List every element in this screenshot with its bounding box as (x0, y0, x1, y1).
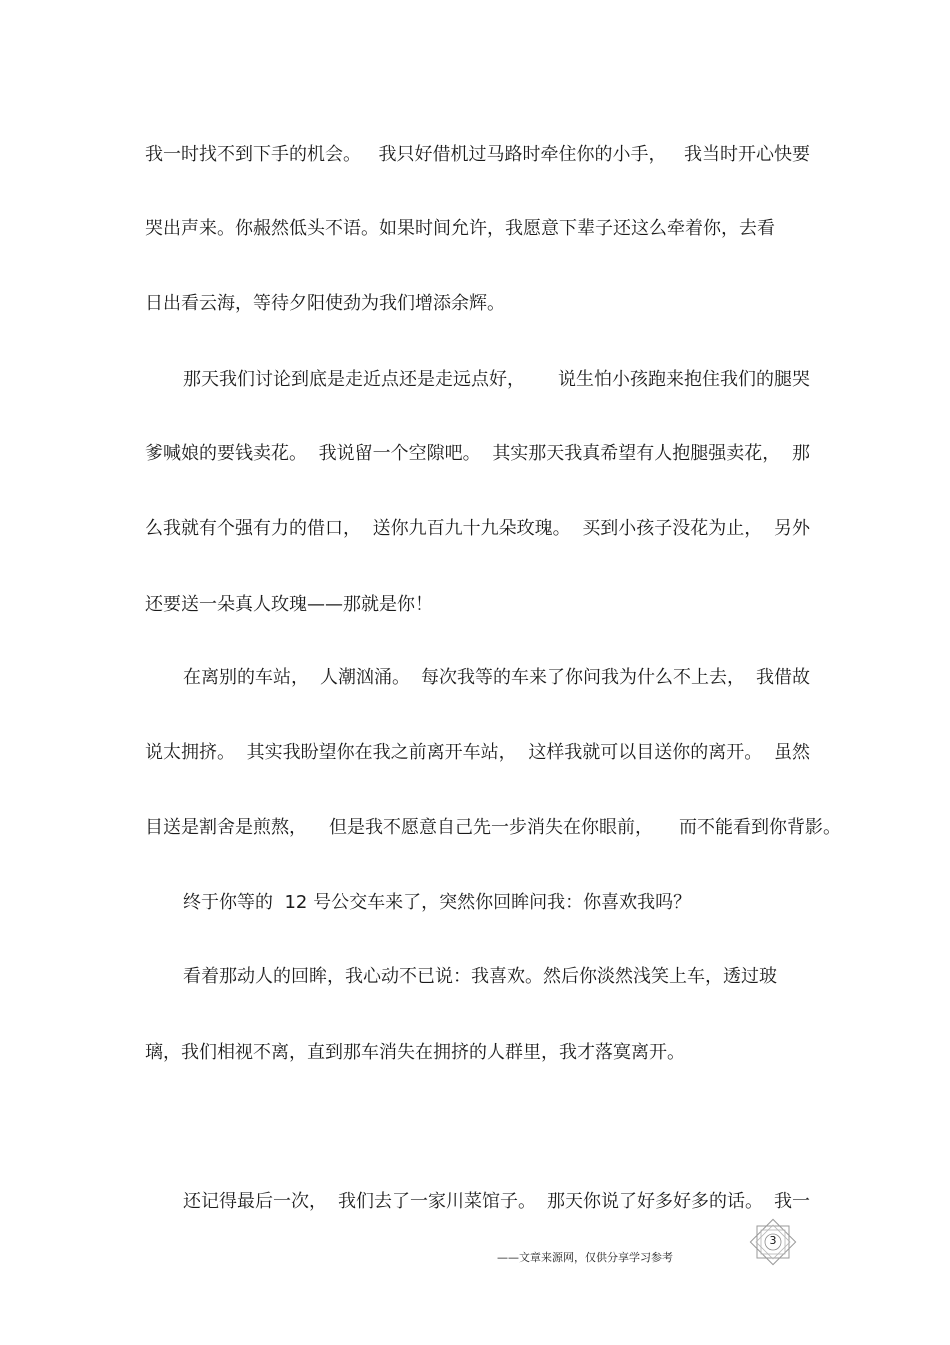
text-segment: 璃，我们相视不离，直到那车消失在拥挤的人群里，我才落寞离开。 (145, 1042, 685, 1063)
paragraph-1-line-1 (145, 143, 810, 167)
paragraph-4-line-1 (183, 891, 810, 915)
paragraph-2-line-3 (145, 517, 810, 541)
paragraph-2-line-1 (183, 368, 810, 392)
text-segment: 虽然 (773, 742, 810, 763)
text-segment: 我们去了一家川菜馆子。 (338, 1191, 536, 1212)
paragraph-3-line-3 (145, 816, 841, 840)
text-segment: 还要送一朵真人玫瑰——那就是你！ (145, 594, 433, 615)
text-segment: 其实我盼望你在我之前离开车站， (246, 742, 517, 763)
text-segment: 我只好借机过马路时牵住你的小手， (378, 144, 667, 165)
text-segment: 说太拥挤。 (145, 742, 235, 763)
page-number: 3 (769, 1234, 777, 1247)
text-segment: 但是我不愿意自己先一步消失在你眼前， (329, 817, 653, 838)
text-segment: 还记得最后一次， (183, 1191, 327, 1212)
text-segment: 目送是割舍是煎熬， (145, 817, 307, 838)
text-segment: 看着那动人的回眸，我心动不已说：我喜欢。然后你淡然浅笑上车，透过玻 (183, 966, 777, 987)
text-segment: 说生怕小孩跑来抱住我们的腿哭 (558, 369, 810, 390)
paragraph-1-line-2 (145, 217, 810, 241)
text-segment: 那天你说了好多好多的话。 (547, 1191, 763, 1212)
text-segment: 而不能看到你背影。 (679, 817, 841, 838)
text-segment: 在离别的车站， (183, 667, 309, 688)
text-segment: 买到小孩子没花为止， (582, 518, 763, 539)
text-segment: 我当时开心快要 (684, 144, 810, 165)
paragraph-2-line-4 (145, 593, 810, 617)
text-segment: 这样我就可以目送你的离开。 (528, 742, 763, 763)
paragraph-3-line-2 (145, 741, 810, 765)
text-segment: 每次我等的车来了你问我为什么不上去， (421, 667, 745, 688)
paragraph-5-line-2 (145, 1041, 810, 1065)
text-segment: 我说留一个空隙吧。 (318, 443, 481, 464)
text-segment: 那 (791, 443, 810, 464)
text-segment: 另外 (773, 518, 810, 539)
text-segment: 送你九百九十九朵玫瑰。 (372, 518, 571, 539)
text-segment: 爹喊娘的要钱卖花。 (145, 443, 307, 464)
paragraph-5-line-1 (183, 965, 810, 989)
text-segment: 那天我们讨论到底是走近点还是走远点好， (183, 369, 525, 390)
text-segment: 日出看云海，等待夕阳使劲为我们增添余辉。 (145, 293, 505, 314)
text-segment: 我借故 (756, 667, 810, 688)
text-segment: 我一时找不到下手的机会。 (145, 144, 361, 165)
paragraph-3-line-1 (183, 666, 810, 690)
text-segment: 么我就有个强有力的借口， (145, 518, 361, 539)
paragraph-1-line-3 (145, 292, 810, 316)
paragraph-6-line-1 (183, 1190, 810, 1214)
text-segment: 终于你等的 12 号公交车来了，突然你回眸问我：你喜欢我吗？ (183, 892, 692, 913)
paragraph-2-line-2 (145, 442, 810, 466)
text-segment: 我一 (774, 1191, 810, 1212)
text-segment: 其实那天我真希望有人抱腿强卖花， (492, 443, 781, 464)
text-segment: 人潮汹涌。 (320, 667, 410, 688)
text-segment: 哭出声来。你赧然低头不语。如果时间允许，我愿意下辈子还这么牵着你，去看 (145, 218, 775, 239)
footer-source-note: ——文章来源网，仅供分享学习参考 (497, 1251, 673, 1264)
